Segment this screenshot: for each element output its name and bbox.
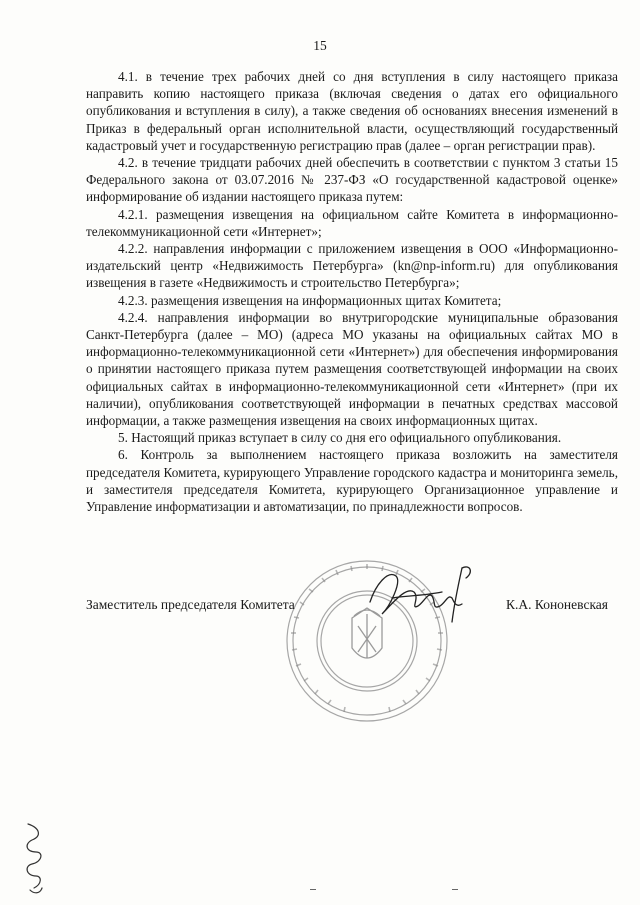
paragraph-4-2-3: 4.2.3. размещения извещения на информационных щитах Комитета; — [118, 292, 502, 308]
paragraph-4-2: 4.2. в течение тридцати рабочих дней обеспечить в соответствии с пунктом 3 статьи 15 Федерального закона от 03.07.2016 № 237-ФЗ «О государственной кадастровой оценке» информирование об издании настоящего приказа путем: — [86, 155, 618, 205]
handwritten-signature — [362, 556, 482, 636]
page-number: 15 — [313, 38, 327, 53]
footer-dash-right — [452, 889, 458, 890]
paragraph-5: 5. Настоящий приказ вступает в силу со дня его официального опубликования. — [118, 430, 562, 446]
signatory-title: Заместитель председателя Комитета — [86, 597, 295, 612]
paragraph-4-2-1: 4.2.1. размещения извещения на официальном сайте Комитета в информационно-телекоммуникационной сети «Интернет»; — [86, 206, 618, 239]
footer-dash-left — [310, 889, 316, 890]
paragraph-4-1: 4.1. в течение трех рабочих дней со дня вступления в силу настоящего приказа направить копию настоящего приказа (включая сведения о датах его официального опубликования и вступления в силу), а также сведения об основаниях внесения изменений в Приказ в федеральный орган исполнительной власти, осуществляющий государственный кадастровый учет и государственную регистрацию прав (далее – орган регистрации прав). — [86, 69, 618, 153]
document-body — [86, 68, 618, 515]
paragraph-4-2-2: 4.2.2. направления информации с приложением извещения в ООО «Информационно-издательский центр «Недвижимость Петербурга» (kn@np-inform.ru) для опубликования извещения в газете «Недвижимость и строительство Петербурга»; — [86, 241, 618, 291]
paragraph-4-2-4: 4.2.4. направления информации во внутригородские муниципальные образования Санкт-Петербурга (далее – МО) (адреса МО указаны на официальных сайтах МО в информационно-телекоммуникационной сети «Интернет») для обеспечения информирования о принятии настоящего приказа путем размещения соответствующей информации на своих официальных сайтах в информационно-телекоммуникационной сети «Интернет» (при их наличии), опубликования соответствующей информации в печатных средствах массовой информации, а также размещения извещения на своих информационных щитах. — [86, 309, 618, 429]
signatory-name: К.А. Кононевская — [506, 597, 608, 612]
margin-handwritten-mark — [22, 818, 48, 898]
paragraph-6: 6. Контроль за выполнением настоящего приказа возложить на заместителя председателя Комитета, курирующего Управление городского кадастра и мониторинга земель, и заместителя председателя Комитета, курирующего Организационное управление и Управление информатизации и автоматизации, по принадлежности вопросов. — [86, 447, 618, 515]
